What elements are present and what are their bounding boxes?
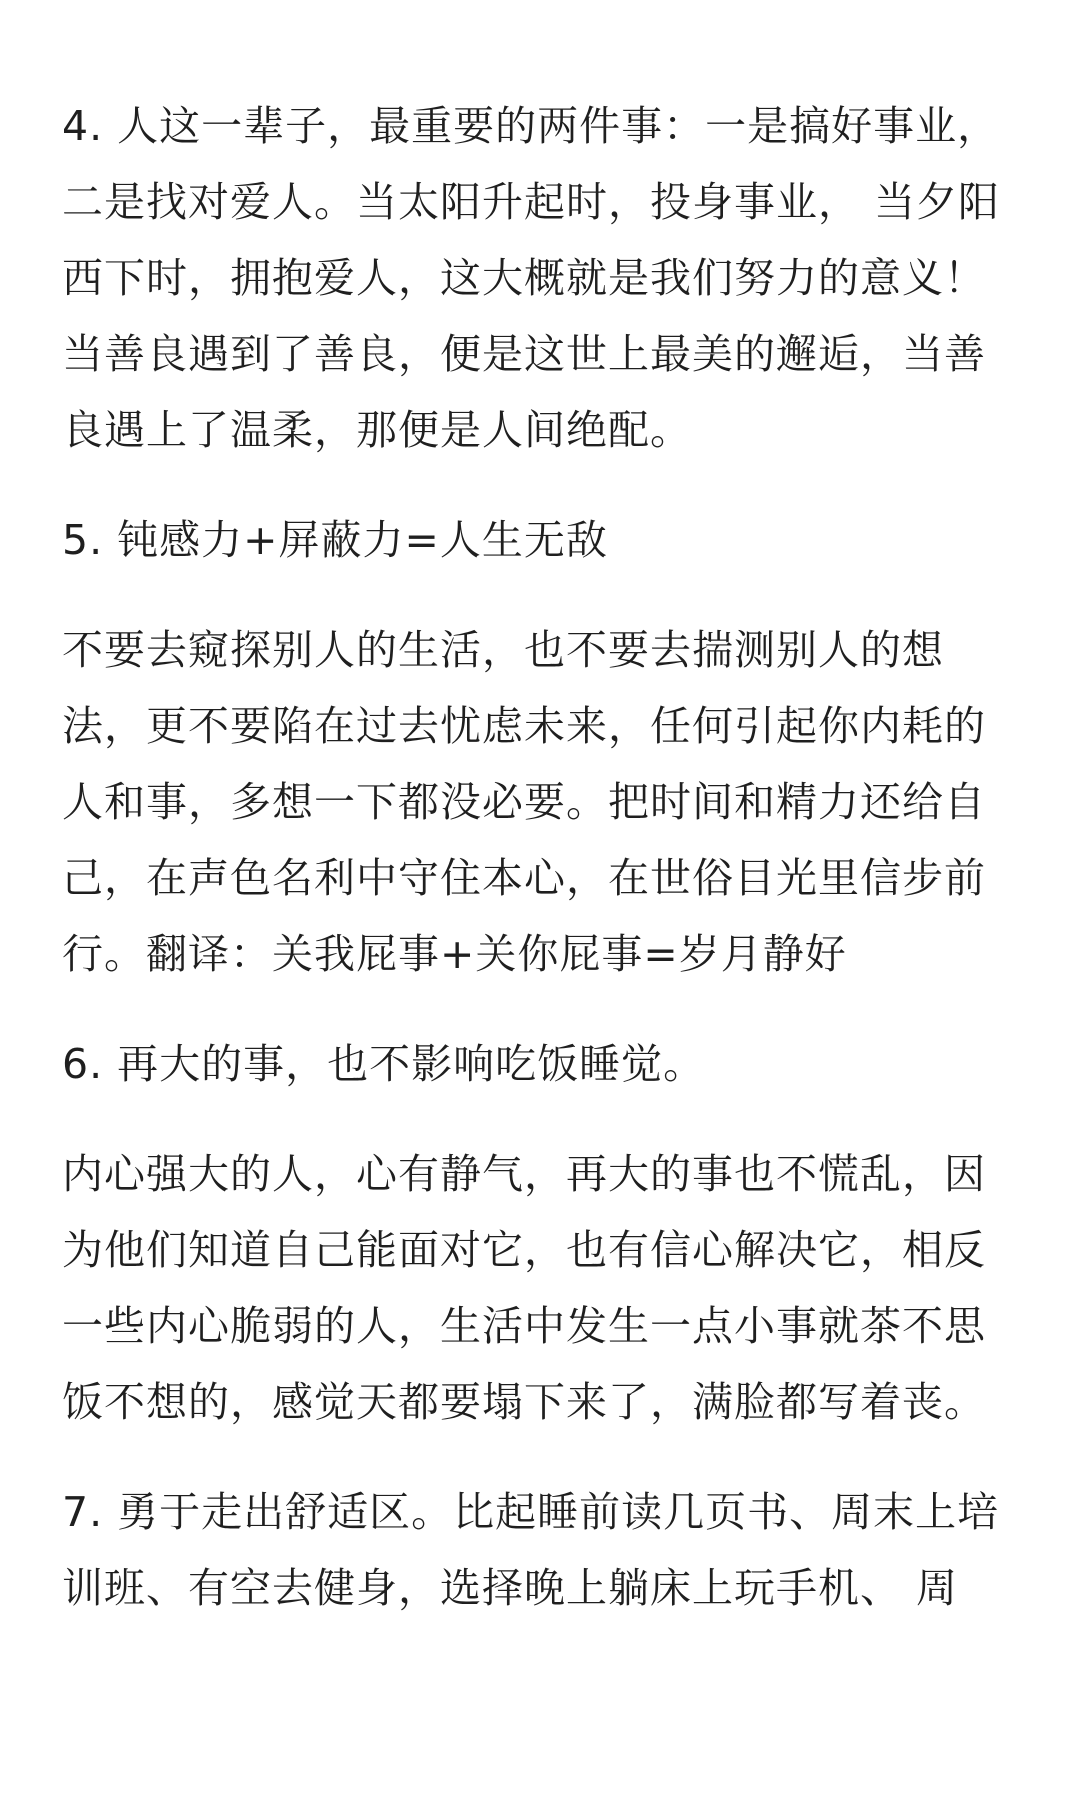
paragraph-4: 4. 人这一辈子，最重要的两件事：一是搞好事业，二是找对爱人。当太阳升起时，投身事业， 当夕阳西下时，拥抱爱人，这大概就是我们努力的意义！当善良遇到了善良，便是这世上最美的邂逅，当善良遇上了温柔，那便是人间绝配。 [62,102,1001,454]
paragraph-6-heading: 6. 再大的事，也不影响吃饭睡觉。 [62,1040,706,1088]
paragraph-7: 7. 勇于走出舒适区。比起睡前读几页书、周末上培训班、有空去健身，选择晚上躺床上玩手机、 周 [62,1488,1000,1612]
paragraph-5-body: 不要去窥探别人的生活，也不要去揣测别人的想法，更不要陷在过去忧虑未来，任何引起你内耗的人和事，多想一下都没必要。把时间和精力还给自己，在声色名利中守住本心，在世俗目光里信步前行。翻译：关我屁事+关你屁事=岁月静好 [62,626,986,978]
paragraph-6-body: 内心强大的人，心有静气，再大的事也不慌乱，因为他们知道自己能面对它，也有信心解决它，相反一些内心脆弱的人，生活中发生一点小事就茶不思饭不想的，感觉天都要塌下来了，满脸都写着丧。 [62,1150,986,1426]
article-body [62,88,1022,1660]
paragraph-5-heading: 5. 钝感力+屏蔽力=人生无敌 [62,516,608,564]
